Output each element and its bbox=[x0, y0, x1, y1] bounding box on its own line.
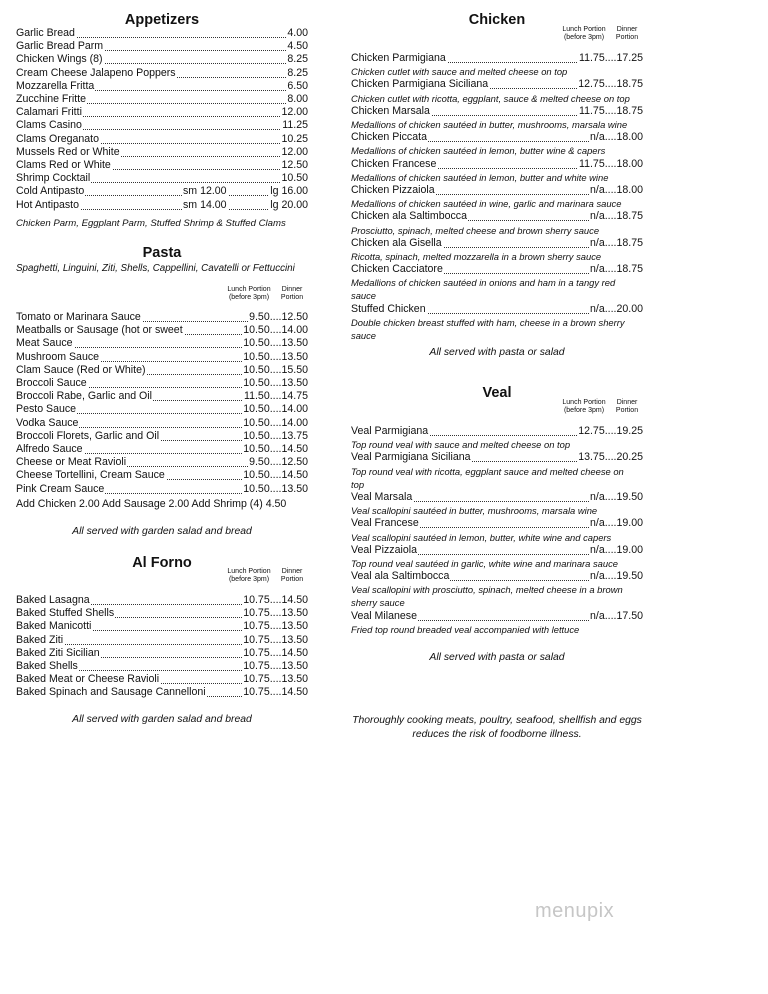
item-name: Meatballs or Sausage (hot or sweet bbox=[16, 324, 183, 337]
item-price: 10.50....13.75 bbox=[243, 429, 308, 442]
alforno-item bbox=[16, 607, 308, 620]
item-name: Broccoli Sauce bbox=[16, 377, 87, 389]
veal-item bbox=[351, 517, 643, 530]
pasta-item bbox=[16, 311, 308, 324]
item-name: Baked Spinach and Sausage Cannelloni bbox=[16, 686, 206, 699]
appetizer-item bbox=[16, 159, 308, 172]
item-name: Clams Red or White bbox=[16, 159, 111, 171]
alforno-footer: All served with garden salad and bread bbox=[72, 714, 252, 725]
item-name: Baked Stuffed Shells bbox=[16, 607, 115, 620]
pasta-item bbox=[16, 443, 308, 456]
alforno-item bbox=[16, 673, 308, 686]
item-price: 10.75....14.50 bbox=[243, 646, 308, 659]
item-name: Pesto Sauce bbox=[16, 403, 77, 416]
item-price: 10.50....14.00 bbox=[243, 416, 308, 429]
item-name: Mussels Red or White bbox=[16, 145, 120, 158]
pasta-item bbox=[16, 377, 308, 390]
item-price: 10.50....14.50 bbox=[243, 443, 308, 455]
lunch-sub: (before 3pm) bbox=[563, 34, 605, 41]
appetizer-item bbox=[16, 40, 308, 53]
chicken-dinner-header bbox=[607, 26, 647, 42]
item-name: Chicken Parmigiana bbox=[351, 52, 446, 64]
lunch-sub: (before 3pm) bbox=[228, 294, 270, 301]
item-description: Medallions of chicken sautéed in lemon, butter and white wine bbox=[351, 171, 609, 183]
item-price: lg 16.00 bbox=[270, 185, 308, 198]
item-price: 10.25 bbox=[281, 132, 308, 145]
item-price: 8.00 bbox=[287, 93, 308, 105]
item-price: 8.25 bbox=[287, 66, 308, 79]
chicken-item bbox=[351, 78, 643, 91]
appetizer-item bbox=[16, 80, 308, 93]
item-name: Veal Milanese bbox=[351, 609, 417, 622]
pasta-item bbox=[16, 430, 308, 443]
alforno-item bbox=[16, 647, 308, 660]
item-price: 11.50....14.75 bbox=[243, 390, 308, 403]
item-name: Chicken Marsala bbox=[351, 104, 430, 117]
chicken-item bbox=[351, 237, 643, 250]
item-price: 11.25 bbox=[282, 119, 308, 132]
dinner-label: Dinner Portion bbox=[615, 399, 639, 414]
item-name: Baked Ziti bbox=[16, 633, 64, 646]
dinner-label: Dinner Portion bbox=[280, 286, 304, 301]
lunch-label: Lunch Portion bbox=[227, 286, 271, 293]
item-price: 10.50....13.50 bbox=[243, 482, 308, 495]
menupix-watermark: menupix bbox=[535, 900, 615, 922]
item-description: Fried top round breaded veal accompanied with lettuce bbox=[351, 624, 580, 635]
item-name: Vodka Sauce bbox=[16, 416, 79, 429]
appetizer-item bbox=[16, 133, 308, 146]
lunch-sub: (before 3pm) bbox=[228, 576, 270, 583]
pasta-heading: Pasta bbox=[142, 245, 182, 261]
item-name: Shrimp Cocktail bbox=[16, 172, 91, 185]
pasta-item bbox=[16, 483, 308, 496]
item-name: Veal Francese bbox=[351, 517, 419, 530]
veal-footer: All served with pasta or salad bbox=[429, 652, 565, 663]
antipasto-item bbox=[16, 199, 308, 212]
veal-dinner-header bbox=[607, 399, 647, 415]
chicken-heading: Chicken bbox=[468, 12, 526, 28]
item-description: Medallions of chicken sautéed in lemon, butter wine & capers bbox=[351, 145, 606, 157]
item-price: 12.75....18.75 bbox=[578, 78, 643, 91]
item-name: Stuffed Chicken bbox=[351, 302, 426, 315]
item-price: 8.25 bbox=[287, 53, 308, 66]
item-description: Top round veal sautéed in garlic, white wine and marinara sauce bbox=[351, 558, 618, 569]
item-price: lg 20.00 bbox=[270, 198, 308, 211]
item-name: Chicken ala Saltimbocca bbox=[351, 210, 467, 223]
veal-item bbox=[351, 570, 643, 583]
pasta-lunch-header bbox=[226, 286, 272, 302]
item-price: 10.50....14.00 bbox=[243, 324, 308, 337]
item-price: 11.75....18.75 bbox=[578, 104, 643, 117]
appetizer-item bbox=[16, 146, 308, 159]
pasta-footer: All served with garden salad and bread bbox=[72, 526, 252, 537]
item-price: 10.50....14.50 bbox=[243, 469, 308, 482]
alforno-heading: Al Forno bbox=[132, 555, 192, 571]
item-price: n/a....18.75 bbox=[589, 210, 643, 223]
small-price: sm 14.00 bbox=[183, 198, 227, 211]
item-price: 12.00 bbox=[281, 106, 308, 119]
pasta-item bbox=[16, 417, 308, 430]
dinner-label: Dinner Portion bbox=[615, 26, 639, 41]
pasta-dinner-header bbox=[272, 286, 312, 302]
food-safety-warning: Thoroughly cooking meats, poultry, seafood, shellfish and eggs reduces the risk of foodborne illness. bbox=[352, 715, 642, 740]
chicken-item bbox=[351, 184, 643, 197]
item-name: Calamari Fritti bbox=[16, 106, 82, 119]
item-name: Zucchine Fritte bbox=[16, 93, 87, 105]
item-name: Alfredo Sauce bbox=[16, 443, 83, 455]
item-price: n/a....18.75 bbox=[589, 236, 643, 249]
item-price: 10.75....14.50 bbox=[243, 686, 308, 699]
chicken-footer: All served with pasta or salad bbox=[429, 347, 565, 358]
pasta-item bbox=[16, 337, 308, 350]
item-price: n/a....18.00 bbox=[589, 131, 643, 144]
lunch-label: Lunch Portion bbox=[562, 26, 606, 33]
appetizer-item bbox=[16, 67, 308, 80]
veal-item bbox=[351, 451, 643, 464]
pasta-item bbox=[16, 469, 308, 482]
item-name: Baked Manicotti bbox=[16, 620, 92, 633]
item-price: 10.50....13.50 bbox=[243, 350, 308, 363]
item-price: n/a....20.00 bbox=[589, 302, 643, 315]
lunch-sub: (before 3pm) bbox=[563, 407, 605, 414]
item-description: Prosciutto, spinach, melted cheese and brown sherry sauce bbox=[351, 224, 600, 236]
item-name: Cold Antipasto bbox=[16, 185, 85, 198]
pasta-item bbox=[16, 364, 308, 377]
item-description: Veal scallopini with prosciutto, spinach, melted cheese in a brown sherry sauce bbox=[351, 584, 623, 609]
item-name: Cream Cheese Jalapeno Poppers bbox=[16, 66, 176, 79]
chicken-item bbox=[351, 210, 643, 223]
chicken-item bbox=[351, 263, 643, 276]
item-price: 10.75....13.50 bbox=[243, 660, 308, 672]
item-name: Garlic Bread Parm bbox=[16, 40, 104, 53]
appetizer-item bbox=[16, 172, 308, 185]
veal-lunch-header bbox=[561, 399, 607, 415]
item-name: Chicken Pizzaiola bbox=[351, 184, 435, 196]
pasta-addons: Add Chicken 2.00 Add Sausage 2.00 Add Shrimp (4) 4.50 bbox=[16, 498, 287, 510]
alforno-item bbox=[16, 634, 308, 647]
alforno-item bbox=[16, 620, 308, 633]
lunch-label: Lunch Portion bbox=[227, 568, 271, 575]
item-price: 10.75....13.50 bbox=[243, 620, 308, 633]
item-name: Baked Lasagna bbox=[16, 594, 90, 606]
item-price: 6.50 bbox=[287, 79, 308, 92]
item-description: Veal scallopini sautéed in lemon, butter, white wine and capers bbox=[351, 531, 612, 543]
item-name: Baked Ziti Sicilian bbox=[16, 646, 100, 659]
item-price: 10.50....13.50 bbox=[243, 337, 308, 350]
item-price: 12.50 bbox=[281, 159, 308, 171]
item-name: Pink Cream Sauce bbox=[16, 482, 105, 495]
item-price: 13.75....20.25 bbox=[578, 451, 643, 464]
chicken-item bbox=[351, 303, 643, 316]
item-description: Ricotta, spinach, melted mozzarella in a brown sherry sauce bbox=[351, 251, 602, 262]
chicken-item bbox=[351, 52, 643, 65]
item-price: n/a....19.00 bbox=[589, 543, 643, 556]
item-name: Mozzarella Fritta bbox=[16, 79, 95, 92]
item-description: Chicken cutlet with ricotta, eggplant, sauce & melted cheese on top bbox=[351, 92, 630, 104]
item-price: 10.75....13.50 bbox=[243, 673, 308, 686]
appetizer-item bbox=[16, 106, 308, 119]
item-price: n/a....18.75 bbox=[589, 263, 643, 276]
alforno-item bbox=[16, 660, 308, 673]
pasta-item bbox=[16, 403, 308, 416]
item-price: n/a....19.50 bbox=[589, 570, 643, 583]
alforno-item bbox=[16, 594, 308, 607]
item-description: Top round veal with sauce and melted cheese on top bbox=[351, 439, 571, 451]
item-name: Chicken Parmigiana Siciliana bbox=[351, 78, 489, 91]
antipasto-item bbox=[16, 185, 308, 198]
item-name: Veal Marsala bbox=[351, 491, 413, 503]
item-name: Clams Oreganato bbox=[16, 132, 100, 145]
item-price: 10.75....13.50 bbox=[243, 633, 308, 646]
appetizers-heading: Appetizers bbox=[124, 12, 200, 28]
appetizer-item bbox=[16, 27, 308, 40]
item-price: n/a....19.00 bbox=[589, 517, 643, 530]
item-name: Broccoli Florets, Garlic and Oil bbox=[16, 429, 160, 442]
item-price: 12.75....19.25 bbox=[578, 425, 643, 437]
item-name: Cheese Tortellini, Cream Sauce bbox=[16, 469, 165, 482]
item-name: Veal ala Saltimbocca bbox=[351, 570, 450, 583]
item-name: Baked Shells bbox=[16, 660, 78, 672]
pasta-item bbox=[16, 390, 308, 403]
item-name: Baked Meat or Cheese Ravioli bbox=[16, 673, 160, 686]
veal-heading: Veal bbox=[482, 385, 512, 401]
veal-item bbox=[351, 544, 643, 557]
alforno-lunch-header bbox=[226, 568, 272, 584]
appetizer-item bbox=[16, 93, 308, 106]
lunch-label: Lunch Portion bbox=[562, 399, 606, 406]
item-name: Hot Antipasto bbox=[16, 198, 80, 211]
item-description: Medallions of chicken sautéed in onions and ham in a tangy red sauce bbox=[351, 277, 616, 302]
item-description: Medallions of chicken sautéed in butter, mushrooms, marsala wine bbox=[351, 119, 628, 130]
pasta-item bbox=[16, 456, 308, 469]
item-description: Top round veal with ricotta, eggplant sauce and melted cheese on top bbox=[351, 465, 624, 490]
appetizer-item bbox=[16, 53, 308, 66]
item-name: Chicken Piccata bbox=[351, 131, 427, 144]
item-name: Veal Parmigiana bbox=[351, 425, 429, 437]
item-name: Veal Parmigiana Siciliana bbox=[351, 451, 471, 464]
item-name: Garlic Bread bbox=[16, 27, 75, 39]
item-name: Broccoli Rabe, Garlic and Oil bbox=[16, 390, 153, 403]
item-price: 11.75....17.25 bbox=[578, 52, 643, 64]
chicken-item bbox=[351, 131, 643, 144]
chicken-item bbox=[351, 158, 643, 171]
item-price: 10.50....14.00 bbox=[243, 403, 308, 416]
item-name: Chicken Cacciatore bbox=[351, 263, 443, 276]
appetizer-item bbox=[16, 119, 308, 132]
item-description: Veal scallopini sautéed in butter, mushrooms, marsala wine bbox=[351, 505, 598, 517]
item-description: Double chicken breast stuffed with ham, cheese in a brown sherry sauce bbox=[351, 317, 625, 341]
item-price: n/a....18.00 bbox=[589, 184, 643, 196]
item-name: Clams Casino bbox=[16, 119, 82, 132]
item-name: Veal Pizzaiola bbox=[351, 543, 417, 556]
item-description: Medallions of chicken sautéed in wine, garlic and marinara sauce bbox=[351, 198, 622, 210]
item-description: Chicken cutlet with sauce and melted cheese on top bbox=[351, 66, 568, 78]
chicken-lunch-header bbox=[561, 26, 607, 42]
veal-item bbox=[351, 610, 643, 623]
item-name: Chicken ala Gisella bbox=[351, 236, 442, 249]
chicken-item bbox=[351, 105, 643, 118]
veal-item bbox=[351, 491, 643, 504]
alforno-item bbox=[16, 686, 308, 699]
item-price: 10.50....13.50 bbox=[243, 377, 308, 389]
item-price: 9.50....12.50 bbox=[249, 311, 308, 323]
item-name: Clam Sauce (Red or White) bbox=[16, 363, 146, 376]
alforno-dinner-header bbox=[272, 568, 312, 584]
item-price: 12.00 bbox=[281, 145, 308, 158]
item-price: 10.50....15.50 bbox=[243, 363, 308, 376]
item-name: Chicken Francese bbox=[351, 157, 437, 170]
item-price: n/a....17.50 bbox=[589, 609, 643, 622]
item-price: 4.00 bbox=[287, 27, 308, 39]
item-price: 10.50 bbox=[281, 172, 308, 185]
small-price: sm 12.00 bbox=[183, 185, 227, 198]
item-name: Chicken Wings (8) bbox=[16, 53, 103, 66]
item-price: 9.50....12.50 bbox=[249, 456, 308, 469]
item-name: Tomato or Marinara Sauce bbox=[16, 311, 141, 323]
item-price: 4.50 bbox=[287, 40, 308, 53]
pasta-item bbox=[16, 351, 308, 364]
item-price: n/a....19.50 bbox=[589, 491, 643, 503]
item-name: Cheese or Meat Ravioli bbox=[16, 456, 127, 469]
appetizers-note: Chicken Parm, Eggplant Parm, Stuffed Shrimp & Stuffed Clams bbox=[16, 218, 286, 229]
veal-item bbox=[351, 425, 643, 438]
item-price: 10.75....13.50 bbox=[243, 607, 308, 620]
item-name: Mushroom Sauce bbox=[16, 350, 100, 363]
pasta-item bbox=[16, 324, 308, 337]
item-price: 11.75....18.00 bbox=[578, 157, 643, 170]
item-name: Meat Sauce bbox=[16, 337, 73, 350]
dinner-label: Dinner Portion bbox=[280, 568, 304, 583]
pasta-subtitle: Spaghetti, Linguini, Ziti, Shells, Cappellini, Cavatelli or Fettuccini bbox=[16, 263, 295, 274]
item-price: 10.75....14.50 bbox=[243, 594, 308, 606]
